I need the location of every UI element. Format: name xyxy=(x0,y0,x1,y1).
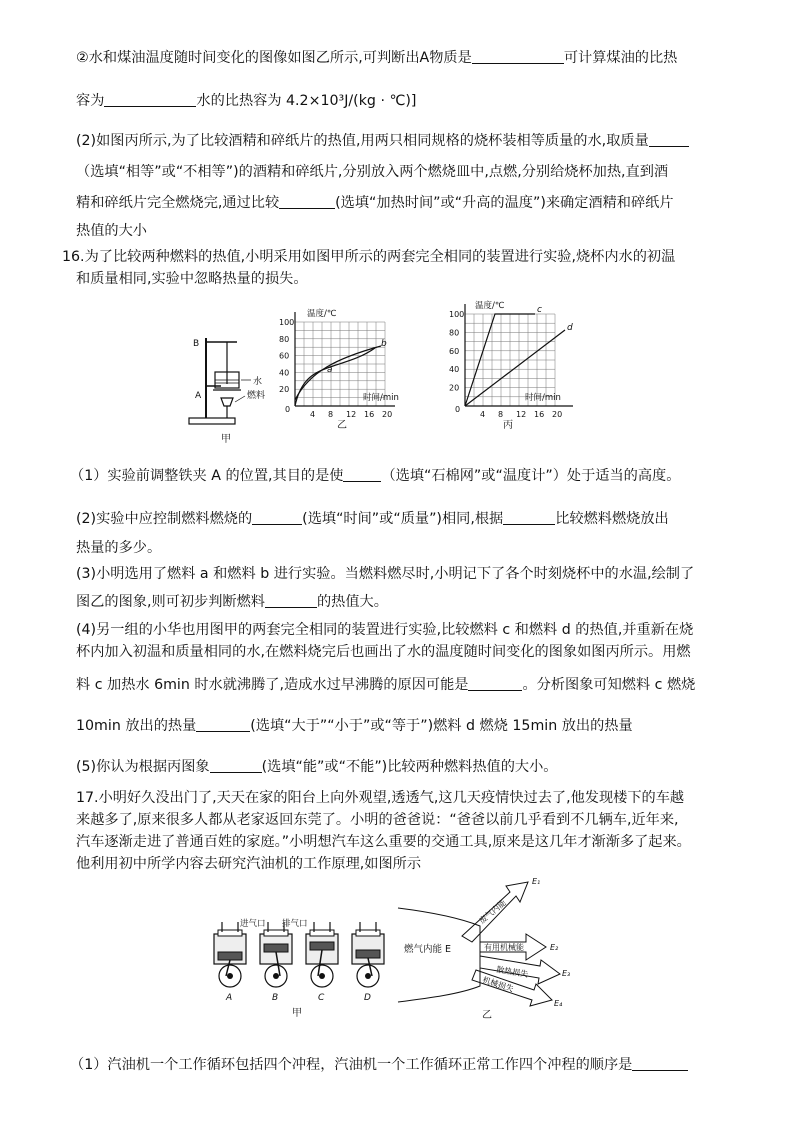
caption-yi: 乙 xyxy=(482,1010,492,1021)
text-line: (2)如图丙所示,为了比较酒精和碎纸片的热值,用两只相同规格的烧杯装相等质量的水,取质量 xyxy=(76,131,689,151)
graph-bing xyxy=(449,300,573,431)
cylinder xyxy=(214,922,246,987)
curve-c-label: c xyxy=(537,305,542,315)
text-line: (5)你认为根据丙图象 (选填“能”或“不能”)比较两种燃料热值的大小。 xyxy=(76,759,558,775)
answer-blank[interactable] xyxy=(472,49,564,64)
text-line: （1）实验前调整铁夹 A 的位置,其目的是使 （选填“石棉网”或“温度计”）处于适当的高度。 xyxy=(70,468,681,484)
x-tick-label: 12 xyxy=(516,410,527,419)
stroke-label-b: B xyxy=(272,993,279,1003)
answer-blank[interactable] xyxy=(265,593,317,608)
energy-flow-diagram xyxy=(398,877,570,1021)
arrow-label-useful: 有用机械能 xyxy=(484,943,524,952)
x-tick-label: 8 xyxy=(328,410,334,419)
label-a: A xyxy=(195,391,202,401)
answer-blank[interactable] xyxy=(104,92,196,107)
label-water: 水 xyxy=(253,377,263,387)
stroke-label-a: A xyxy=(226,993,233,1003)
curve-b-label: b xyxy=(381,339,387,349)
figure-16 xyxy=(185,300,605,450)
y-tick-label: 100 xyxy=(449,310,465,319)
output-e4: E₄ xyxy=(554,999,563,1008)
x-axis-label: 时间/min xyxy=(525,393,561,403)
answer-blank[interactable] xyxy=(279,194,335,209)
question-17-line: 17.小明好久没出门了,天天在家的阳台上向外观望,透透气,这几天疫情快过去了,他发现楼下的车越 xyxy=(76,790,685,806)
curve-a-label: a xyxy=(327,365,333,375)
text-line: 汽车逐渐走进了普通百姓的家庭。”小明想汽车这么重要的交通工具,原来是这几年才渐渐多了起来。 xyxy=(76,834,691,850)
y-tick-label: 60 xyxy=(449,346,460,356)
origin-label: 0 xyxy=(285,405,291,414)
label-fuel: 燃料 xyxy=(247,391,266,401)
text-line: 10min 放出的热量 (选填“大于”“小于”或“等于”)燃料 d 燃烧 15min 放出的热量 xyxy=(76,718,633,734)
graph-yi xyxy=(279,308,399,431)
text-line: (2)实验中应控制燃料燃烧的 (选填“时间”或“质量”)相同,根据 比较燃料燃烧放出 xyxy=(76,511,669,527)
text-line: 他利用初中所学内容去研究汽油机的工作原理,如图所示 xyxy=(76,856,422,872)
text-line: 精和碎纸片完全燃烧完,通过比较 (选填“加热时间”或“升高的温度”)来确定酒精和碎纸片 xyxy=(76,195,674,211)
source-label: 燃气内能 E xyxy=(404,944,452,955)
text-line: （选填“相等”或“不相等”)的酒精和碎纸片,分别放入两个燃烧皿中,点燃,分别给烧杯加热,直到酒 xyxy=(76,164,669,180)
x-tick-label: 8 xyxy=(498,410,504,419)
curve-b xyxy=(295,346,381,400)
x-tick-label: 4 xyxy=(480,410,486,419)
y-tick-label: 60 xyxy=(279,351,290,361)
cylinder xyxy=(260,922,292,987)
text-line: 料 c 加热水 6min 时水就沸腾了,造成水过早沸腾的原因可能是 。分析图象可知燃料 c 燃烧 xyxy=(76,677,696,693)
caption-yi: 乙 xyxy=(337,420,347,431)
x-tick-label: 20 xyxy=(552,410,563,419)
text-line: 来越多了,原来很多人都从老家返回东莞了。小明的爸爸说：“爸爸以前几乎看到不几辆车,近年来, xyxy=(76,812,679,828)
y-tick-label: 40 xyxy=(449,365,460,375)
stroke-label-c: C xyxy=(318,993,325,1003)
y-axis-label: 温度/℃ xyxy=(475,301,505,311)
text-line: 和质量相同,实验中忽略热量的损失。 xyxy=(76,271,308,287)
y-tick-label: 80 xyxy=(279,334,290,344)
caption-jia: 甲 xyxy=(292,1008,302,1019)
arrow-label-heat-loss: 散热损失 xyxy=(495,965,529,979)
answer-blank[interactable] xyxy=(649,132,689,147)
answer-blank[interactable] xyxy=(210,758,262,773)
output-e2: E₂ xyxy=(550,943,559,952)
x-tick-label: 16 xyxy=(534,410,545,419)
cylinder xyxy=(306,922,338,987)
figure-17 xyxy=(200,872,600,1022)
output-e1: E₁ xyxy=(532,877,541,886)
caption-jia: 甲 xyxy=(221,434,231,445)
stroke-label-d: D xyxy=(364,993,371,1003)
y-axis-label: 温度/℃ xyxy=(307,309,337,319)
label-b: B xyxy=(193,339,200,349)
arrow-label-exhaust: 废气内能 xyxy=(477,898,508,926)
x-tick-label: 12 xyxy=(346,410,357,419)
question-16-line: 16.为了比较两种燃料的热值,小明采用如图甲所示的两套完全相同的装置进行实验,烧杯内水的初温 xyxy=(62,249,676,265)
x-tick-label: 4 xyxy=(310,410,316,419)
text-line: 杯内加入初温和质量相同的水,在燃料烧完后也画出了水的温度随时间变化的图象如图丙所示。用燃 xyxy=(76,644,691,660)
engine-strokes-diagram xyxy=(214,918,384,1019)
apparatus-diagram xyxy=(189,338,265,445)
text-line: ②水和煤油温度随时间变化的图像如图乙所示,可判断出A物质是 可计算煤油的比热 xyxy=(76,50,678,66)
answer-blank[interactable] xyxy=(196,717,250,732)
text-line: (4)另一组的小华也用图甲的两套完全相同的装置进行实验,比较燃料 c 和燃料 d 的热值,并重新在烧 xyxy=(76,622,694,638)
arrow-label-mech-loss: 机械损失 xyxy=(481,975,515,994)
y-tick-label: 20 xyxy=(449,383,460,393)
answer-blank[interactable] xyxy=(503,510,555,525)
y-tick-label: 100 xyxy=(279,318,295,327)
origin-label: 0 xyxy=(455,405,461,414)
caption-bing: 丙 xyxy=(503,420,513,431)
x-axis-label: 时间/min xyxy=(363,393,399,403)
text-line: (3)小明选用了燃料 a 和燃料 b 进行实验。当燃料燃尽时,小明记下了各个时刻烧杯中的水温,绘制了 xyxy=(76,566,695,582)
x-tick-label: 16 xyxy=(364,410,375,419)
text-line: 图乙的图象,则可初步判断燃料 的热值大。 xyxy=(76,594,388,610)
text-line: 热量的多少。 xyxy=(76,540,162,556)
y-tick-label: 40 xyxy=(279,368,290,378)
output-e3: E₃ xyxy=(562,969,571,978)
text-line: 热值的大小 xyxy=(76,223,147,239)
answer-blank[interactable] xyxy=(468,676,522,691)
y-tick-label: 80 xyxy=(449,328,460,338)
answer-blank[interactable] xyxy=(343,467,381,482)
answer-blank[interactable] xyxy=(252,510,302,525)
cylinder xyxy=(352,922,384,987)
curve-d-label: d xyxy=(567,323,573,333)
answer-blank[interactable] xyxy=(632,1056,688,1071)
text-line: 容为 水的比热容为 4.2×10³J/(kg · ℃)] xyxy=(76,93,417,109)
x-tick-label: 20 xyxy=(382,410,393,419)
text-line: （1）汽油机一个工作循环包括四个冲程，汽油机一个工作循环正常工作四个冲程的顺序是 xyxy=(70,1055,688,1075)
intake-label: 进气口 xyxy=(240,919,266,929)
y-tick-label: 20 xyxy=(279,385,290,395)
exhaust-label: 排气口 xyxy=(282,919,308,929)
